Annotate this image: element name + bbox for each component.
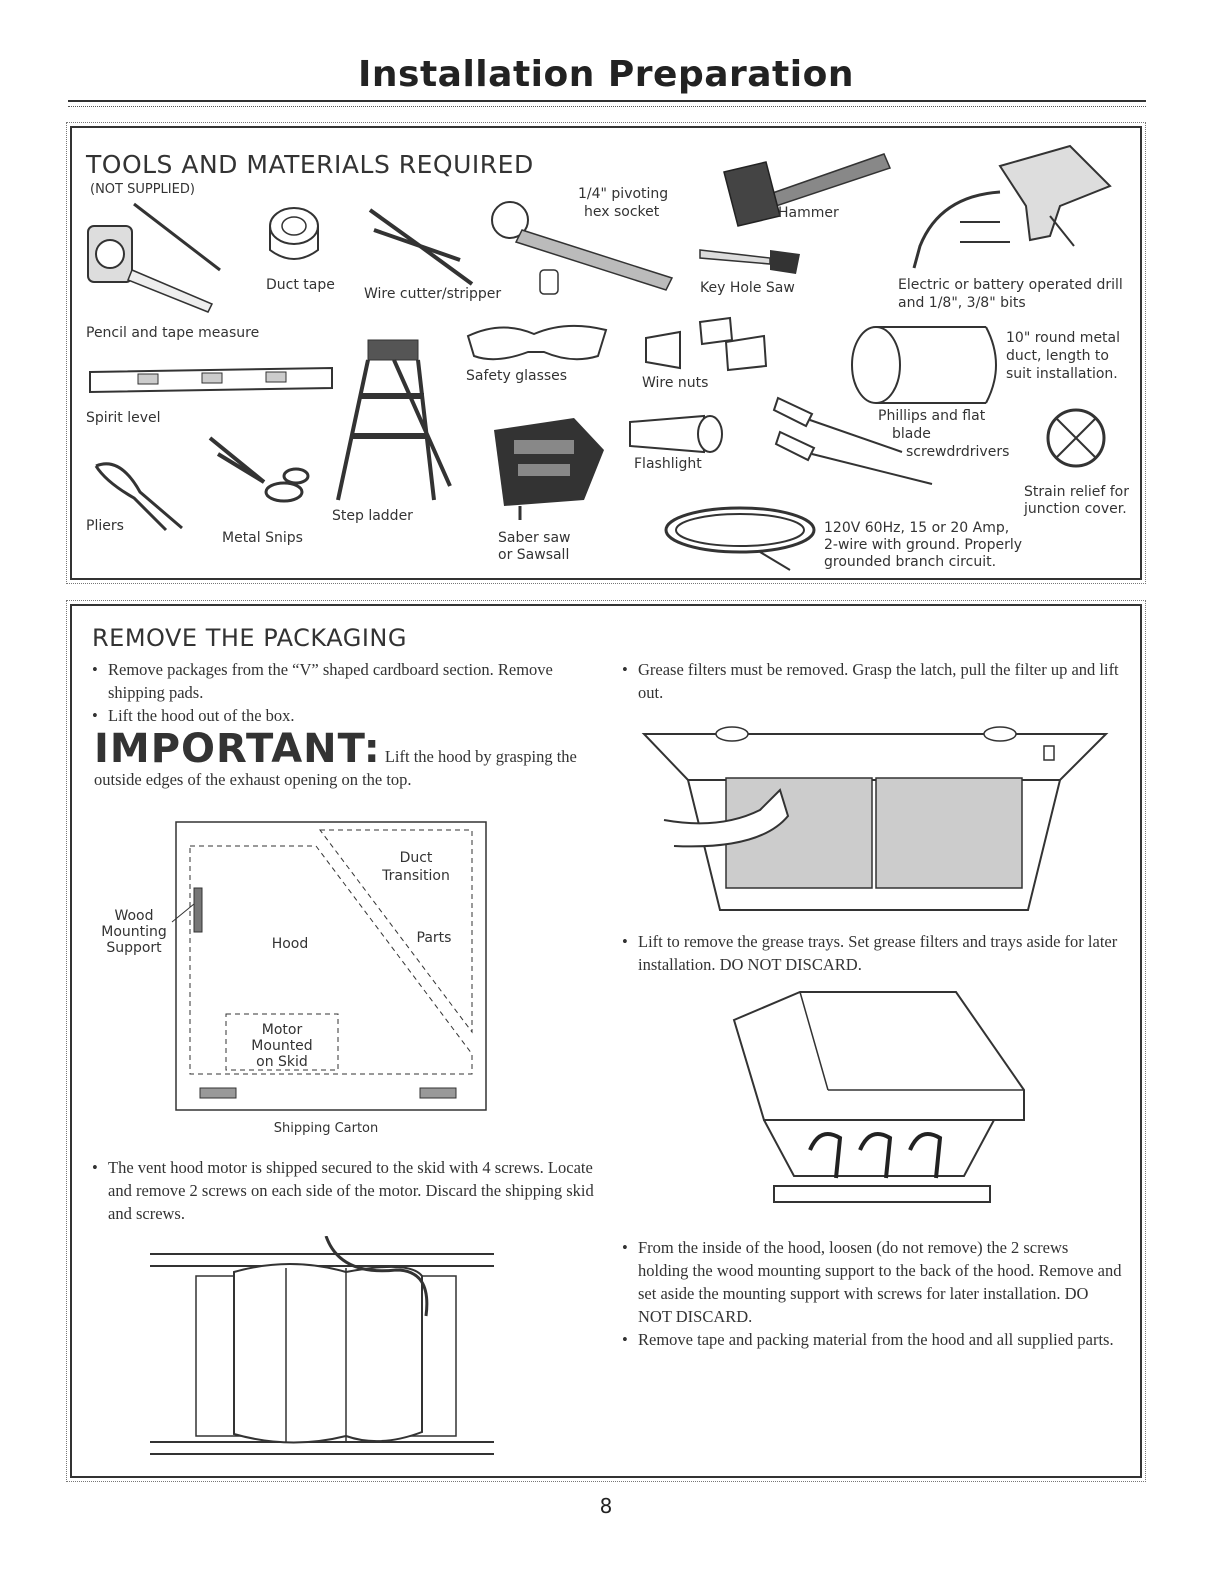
hex-socket-label-2: hex socket (584, 204, 660, 220)
motor-skid-illustration (150, 1236, 500, 1472)
carton-caption: Shipping Carton (273, 1121, 379, 1136)
metal-snips-illustration (204, 432, 314, 512)
hammer-label: Hammer (778, 205, 839, 221)
duct-label-1: 10" round metal (1006, 330, 1121, 346)
key-hole-saw-illustration (696, 240, 806, 280)
saber-saw-label-2: or Sawsall (498, 547, 570, 563)
tray-bullet-list (622, 930, 1122, 976)
circuit-label-1: 120V 60Hz, 15 or 20 Amp, (824, 520, 1010, 536)
hammer-illustration (704, 146, 894, 236)
flashlight-illustration (624, 412, 734, 456)
circuit-label-3: grounded branch circuit. (824, 554, 997, 570)
duct-tape-illustration (258, 200, 338, 270)
step-ladder-illustration (334, 336, 454, 506)
wire-cutter-label: Wire cutter/stripper (364, 286, 502, 302)
tape-measure-illustration (84, 200, 224, 320)
safety-glasses-illustration (462, 316, 612, 366)
saber-saw-label-1: Saber saw (498, 530, 571, 546)
important-text: Lift the hood by grasping the outside edges of the exhaust opening on the top. (94, 747, 577, 789)
wire-nuts-label: Wire nuts (642, 375, 709, 391)
strain-relief-illustration (1036, 398, 1116, 478)
drill-illustration (900, 136, 1140, 276)
wire-cutter-illustration (360, 200, 480, 290)
carton-wood-label-2: Mounting (101, 924, 167, 940)
packaging-heading: REMOVE THE PACKAGING (92, 624, 407, 652)
motor-bullet-list (92, 1156, 602, 1225)
metal-snips-label: Metal Snips (222, 530, 303, 546)
flashlight-label: Flashlight (634, 456, 702, 472)
page-title: Installation Preparation (358, 54, 854, 95)
strain-relief-label-2: junction cover. (1024, 501, 1127, 517)
strain-relief-label-1: Strain relief for (1024, 484, 1130, 500)
list-item: • Remove packages from the “V” shaped cardboard section. Remove shipping pads. (92, 658, 592, 704)
list-item: • Lift to remove the grease trays. Set grease filters and trays aside for later installation. DO NOT DISCARD. (622, 930, 1122, 976)
drill-label-2: and 1/8", 3/8" bits (898, 295, 1026, 311)
wire-nuts-illustration (640, 316, 780, 376)
pencil-tape-label: Pencil and tape measure (86, 325, 260, 341)
screwdrivers-label-2: blade (892, 426, 931, 442)
list-item: • From the inside of the hood, loosen (do not remove) the 2 screws holding the wood mounting support to the back of the hood. Remove and set aside the mounting support with screws for later installation. DO NOT DISCARD. (622, 1236, 1122, 1328)
list-item: • Remove tape and packing material from the hood and all supplied parts. (622, 1328, 1122, 1351)
step-ladder-label: Step ladder (332, 508, 413, 524)
carton-wood-label-1: Wood (114, 908, 154, 924)
list-item: • Grease filters must be removed. Grasp the latch, pull the filter up and lift out. (622, 658, 1122, 704)
packaging-left-bullets (92, 658, 592, 727)
carton-duct-label-2: Transition (382, 868, 450, 884)
spirit-level-label: Spirit level (86, 410, 161, 426)
list-item: • The vent hood motor is shipped secured to the skid with 4 screws. Locate and remove 2 screws on each side of the motor. Discard the shipping skid and screws. (92, 1156, 602, 1225)
carton-parts-label: Parts (416, 930, 452, 946)
important-word: IMPORTANT: (94, 726, 381, 772)
page-number: 8 (599, 1494, 613, 1518)
wood-support-bullet-list (622, 1236, 1122, 1351)
list-item: • Lift the hood out of the box. (92, 704, 592, 727)
grease-tray-illustration (730, 990, 1030, 1210)
key-hole-saw-label: Key Hole Saw (700, 280, 795, 296)
pliers-label: Pliers (86, 518, 124, 534)
safety-glasses-label: Safety glasses (466, 368, 568, 384)
drill-label-1: Electric or battery operated drill (898, 277, 1123, 293)
carton-motor-label-1: Motor (261, 1022, 303, 1038)
circuit-label-2: 2-wire with ground. Properly (824, 537, 1023, 553)
filter-bullet-list (622, 658, 1122, 704)
carton-motor-label-3: on Skid (256, 1054, 308, 1070)
shipping-carton-diagram (100, 818, 500, 1138)
tools-subheading: (NOT SUPPLIED) (90, 182, 195, 197)
screwdrivers-label-1: Phillips and flat (878, 408, 986, 424)
title-rule (68, 100, 1146, 107)
carton-duct-label-1: Duct (399, 850, 433, 866)
duct-label-2: duct, length to (1006, 348, 1109, 364)
duct-tape-label: Duct tape (266, 277, 335, 293)
duct-label-3: suit installation. (1006, 366, 1118, 382)
carton-hood-label: Hood (271, 936, 309, 952)
hex-socket-label-1: 1/4" pivoting (578, 186, 669, 202)
wire-coil-illustration (660, 500, 820, 574)
screwdrivers-label-3: screwdrdrivers (906, 444, 1010, 460)
carton-wood-label-3: Support (106, 940, 162, 956)
important-note (94, 726, 614, 791)
spirit-level-illustration (86, 362, 336, 402)
carton-motor-label-2: Mounted (251, 1038, 313, 1054)
saber-saw-illustration (484, 410, 614, 520)
grease-filter-illustration (640, 720, 1110, 920)
tools-heading: TOOLS AND MATERIALS REQUIRED (86, 150, 534, 179)
